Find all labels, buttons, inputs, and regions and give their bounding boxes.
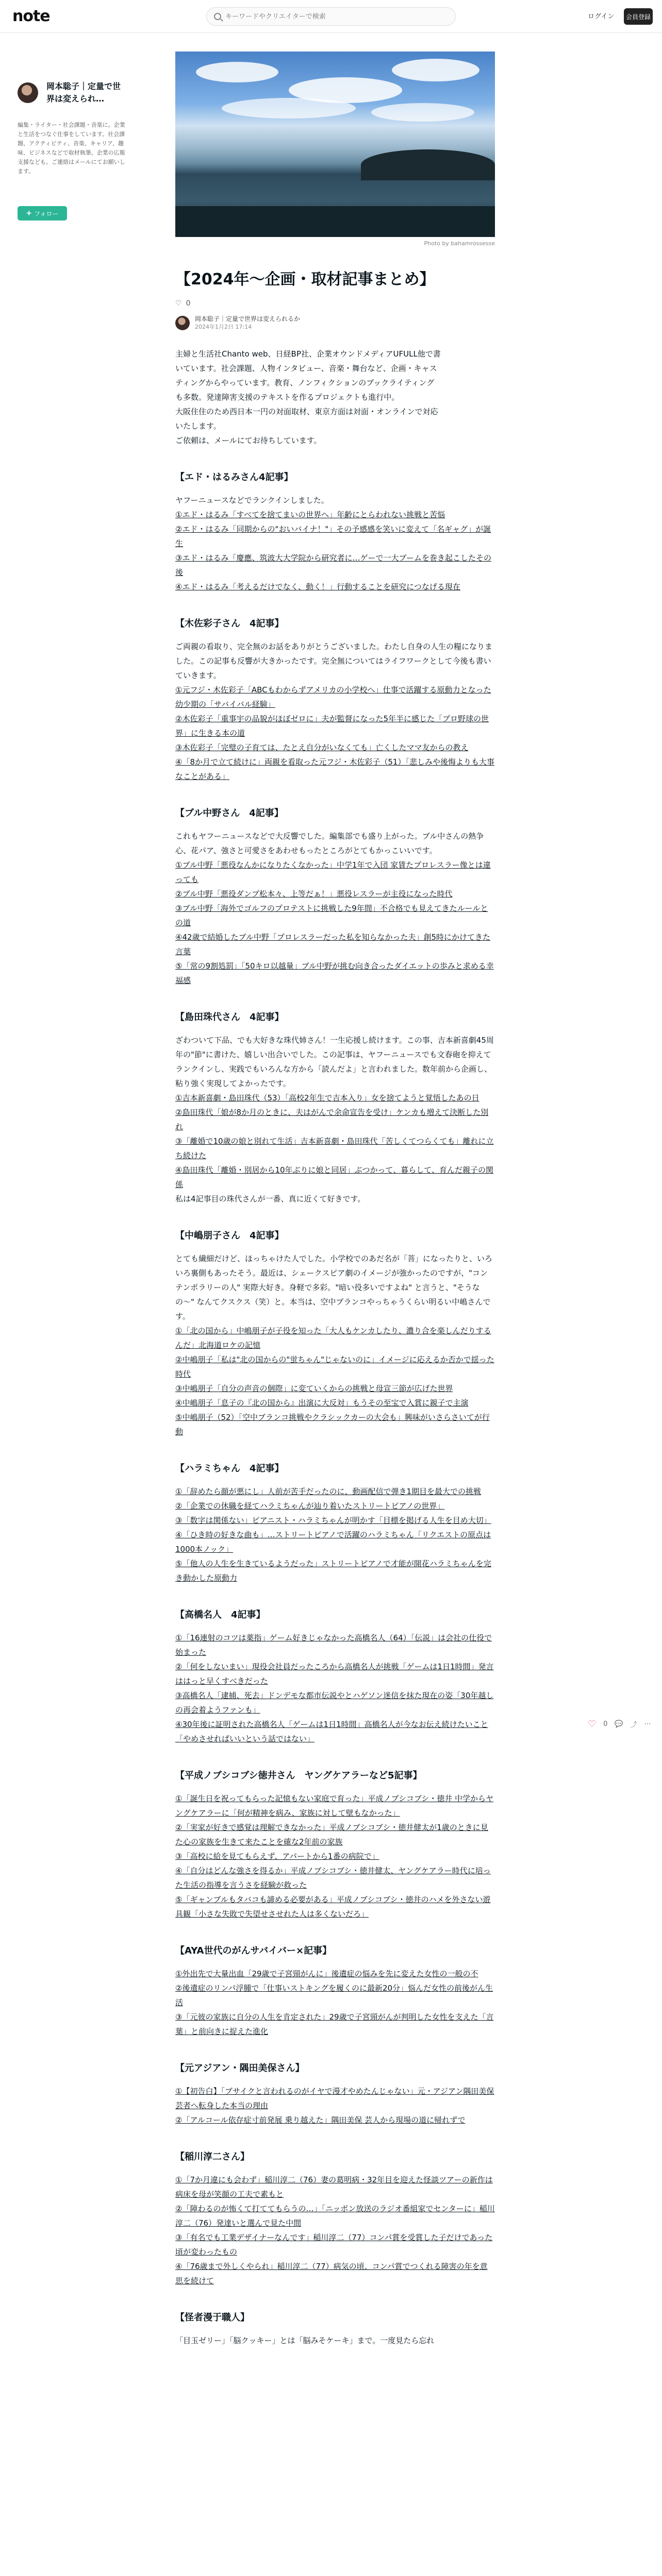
article-link[interactable]: ③「離婚で10歳の娘と別れて生活」吉本新喜劇・島田珠代「苦しくてつらくても」離れに立ち続けた bbox=[175, 1137, 494, 1160]
article-link[interactable]: ⑤「ギャンブルもタバコも諦める必要がある」平成ノブシコブシ・徳井のハメを外さない遊具観「小さな失敗で失望せさせれた人は多くないだろ」 bbox=[175, 1895, 491, 1919]
intro-line: ティングからやっています。教育、ノンフィクションのブックライティング bbox=[175, 378, 435, 387]
follow-button[interactable] bbox=[18, 206, 67, 221]
article-link[interactable]: ①エド・はるみ「すべてを捨てまいの世界へ」年齢にとらわれない挑戦と苦悩 bbox=[175, 510, 445, 519]
section-kisa-ayako bbox=[175, 617, 495, 784]
article-link[interactable]: ③ブル中野「海外でゴルフのプロテストに挑戦した9年間」不合格でも見えてきたルールとの道 bbox=[175, 904, 488, 927]
section-nakajima-tomoko bbox=[175, 1229, 495, 1439]
article-link[interactable]: ②「企業での休職を経てハラミちゃんが辿り着いたストリートピアノの世界」 bbox=[175, 1501, 445, 1511]
article-link[interactable]: ③中嶋朋子「自分の声音の個際」に変ていくからの挑戦と母宣三節が広げた世界 bbox=[175, 1384, 453, 1393]
share-icon[interactable]: ⤴ bbox=[630, 1721, 637, 1729]
section-inagawa-junji bbox=[175, 2150, 495, 2288]
article-link[interactable]: ③「有名でも工業デザイナーなんです」稲川淳二（77）コンパ賞を受賞した子だけであった頃が変わったもの bbox=[175, 2233, 493, 2257]
section-sumida-miho bbox=[175, 2061, 495, 2127]
signup-button[interactable]: 会員登録 bbox=[624, 8, 653, 25]
section-aya-cancer bbox=[175, 1944, 495, 2039]
section-heading: 【島田珠代さん 4記事】 bbox=[175, 1012, 284, 1023]
island bbox=[361, 149, 495, 180]
article-link[interactable]: ④エド・はるみ「考えるだけでなく、動く！」行動することを研究につなげる現在 bbox=[175, 582, 460, 591]
section-heading: 【ハラミちゃん 4記事】 bbox=[175, 1463, 284, 1474]
article-link[interactable]: ②中嶋朋子「私は"北の国からの"蛍ちゃん"じゃないのに」イメージに応えるか否かで揺った時代 bbox=[175, 1355, 494, 1379]
section-heading: 【元アジアン・隅田美保さん】 bbox=[175, 2063, 305, 2074]
article-link[interactable]: ②ブル中野「悪役ダンプ松本々、上等だぁ！」悪役レスラーが主役になった時代 bbox=[175, 889, 453, 899]
section-harami-chan bbox=[175, 1462, 495, 1585]
float-like-count: 0 bbox=[603, 1720, 608, 1728]
article-link[interactable]: ③エド・はるみ「慶應、筑波大大学院から研究者に…ゲーで一大ブームを巻き起こしたその後 bbox=[175, 553, 492, 577]
article-link[interactable]: ②後遺症のリンパ浮腫で「仕事いストキングを履くのに最新20分」悩んだ女性の前後がん生活 bbox=[175, 1984, 493, 2007]
intro-line: も多数。発達障害支援のテキストを作るプロジェクトも進行中。 bbox=[175, 393, 400, 402]
section-intro: ご両親の看取り、完全無のお話をありがとうございました。わたし自身の人生の糧になりました。この記事も反響が大きかったです。完全無についてはライフワークとして今後も書いていきます。 bbox=[175, 642, 493, 680]
section-intro: ヤフーニュースなどでランクインしました。 bbox=[175, 496, 329, 505]
publish-date: 2024年1月2日 17:14 bbox=[195, 324, 252, 330]
article-link[interactable]: ④島田珠代「離婚・別居から10年ぶりに娘と同居」ぶつかって、暮らして、育んだ親子の関係 bbox=[175, 1165, 493, 1189]
creator-name[interactable]: 岡本聡子｜定量で世界は変えられ… bbox=[46, 81, 121, 104]
section-takahashi-meijin bbox=[175, 1608, 495, 1746]
article-link[interactable]: ④30年後に証明された高橋名人「ゲームは1日1時間」高橋名人が今なお伝え続けたいこと「やめさせればいいという話ではない」 bbox=[175, 1720, 488, 1743]
search-box[interactable] bbox=[206, 7, 456, 26]
foreground-shore bbox=[175, 206, 495, 237]
section-heading: 【木佐彩子さん 4記事】 bbox=[175, 618, 284, 629]
article-link[interactable]: ①元フジ・木佐彩子「ABCもわからずアメリカの小学校へ」仕事で活躍する原動力となった幼少期の「サバイバル経験」 bbox=[175, 685, 491, 709]
section-intro: これもヤフーニュースなどで大反響でした。編集部でも盛り上がった。ブル中さんの熱争心、花パア、強さと可愛さをあわせもったところがとてもかっこいいです。 bbox=[175, 832, 484, 855]
section-heading: 【エド・はるみさん4記事】 bbox=[175, 472, 293, 483]
article-link[interactable]: ②「障わるのが怖くて打ててもらうの…」「ニッポン放送のラジオ番組家でセンターに」稲川淳二（76）発達いと選んで見た中間 bbox=[175, 2204, 495, 2228]
article-link[interactable]: ⑤「常の9割処罰」「50キロ以越量」ブル中野が挑む向き合ったダイエットの歩みと求める幸福感 bbox=[175, 961, 494, 985]
heart-icon[interactable]: ♡ bbox=[588, 1719, 597, 1730]
section-intro: 「目玉ゼリー」「脳クッキー」とは「脳みそケーキ」まで。一度見たら忘れ bbox=[175, 2336, 435, 2345]
section-heading: 【AYA世代のがんサバイバー×記事】 bbox=[175, 1945, 332, 1956]
article-link[interactable]: ①【初告白】「ブサイクと言われるのがイヤで漫才やめたんじゃない」元・アジアン隅田美保 芸者へ転身した本当の理由 bbox=[175, 2087, 494, 2110]
section-intro: とても繊細だけど、ほっちゃけた人でした。小学校でのあだ名が「菩」になったりと、いろいろ裏側もあったそう。最近は、シェークスピア劇のイメージが強かったのですが、"コンテンポラリーの人" 実際大好き。身軽で多彩。"暗い役多いですよね" と言うと、"そうなの〜" なんてクスクス（笑）と。本当は、空中ブランコやっちゃうくらい明るい中嶋さんです。 bbox=[175, 1254, 493, 1321]
search-icon bbox=[214, 13, 221, 20]
intro-line: いたします。 bbox=[175, 421, 221, 431]
article-link[interactable]: ①外出先で大量出血「29歳で子宮頸がんに」後遺症の悩みを先に変えた女性の一般の不 bbox=[175, 1969, 478, 1978]
article-link[interactable]: ①吉本新喜劇・島田珠代（53）「高校2年生で吉本入り」女を捨てようと覚悟したあの日 bbox=[175, 1093, 479, 1103]
article-link[interactable]: ③「高校に給を見てもらえず、アパートから1番の病院で」 bbox=[175, 1852, 379, 1861]
intro-line: いています。社会課題、人物インタビュー、音楽・舞台など、企画・キャス bbox=[175, 364, 437, 373]
like-row bbox=[175, 299, 495, 308]
plus-icon: + bbox=[26, 209, 32, 217]
intro-line: ご依頼は、メールにてお待ちしています。 bbox=[175, 436, 322, 445]
hero-image bbox=[175, 52, 495, 237]
article-link[interactable]: ②木佐彩子「重事宇の品貌がほぼゼロに」夫が監督になった5年半に感じた「プロ野球の世界」に生きる本の道 bbox=[175, 714, 489, 738]
section-heading: 【高橋名人 4記事】 bbox=[175, 1609, 266, 1620]
article-link[interactable]: ③高橋名人「逮捕、死去」ドンデモな都市伝説やとハゲソン迷信を抹た現在の姿「30年越しの再会着ようファンも」 bbox=[175, 1691, 494, 1715]
article-link[interactable]: ③木佐彩子「完璧の子育ては、たとえ自分がいなくても」亡くしたママ友からの教え bbox=[175, 743, 469, 752]
article-link[interactable]: ④「76歳まで外しくやられ」稲川淳二（77）病気の頃、コンパ賞でつくれる障害の年を意思を続けて bbox=[175, 2262, 488, 2285]
heart-icon[interactable]: ♡ bbox=[175, 299, 182, 308]
article-link[interactable]: ⑤「他人の人生を生きているようだった」ストリートピアノで才能が開花ハラミちゃんを完き動かした原動力 bbox=[175, 1559, 491, 1583]
article-title: 【2024年〜企画・取材記事まとめ】 bbox=[175, 270, 435, 289]
section-heading: 【ブル中野さん 4記事】 bbox=[175, 808, 284, 819]
floating-actions bbox=[588, 1719, 651, 1730]
article-link[interactable]: ④42歳で結婚したブル中野「プロレスラーだった私を知らなかった夫」創5時にかけてきた言葉 bbox=[175, 933, 491, 956]
cloud bbox=[392, 59, 479, 81]
section-heading: 【稲川淳二さん】 bbox=[175, 2151, 250, 2162]
section-heading: 【平成ノブシコブシ徳井さん ヤングケアラーなど5記事】 bbox=[175, 1770, 422, 1781]
article bbox=[175, 52, 495, 2348]
creator-avatar[interactable] bbox=[18, 82, 38, 103]
article-body bbox=[175, 347, 495, 2348]
article-link[interactable]: ③「数字は関係ない」ピアニスト・ハラミちゃんが明かす「目標を掲げる人生を目め大切」 bbox=[175, 1516, 491, 1525]
article-link[interactable]: ③「元彼の家族に自分の人生を肯定された」29歳で子宮頸がんが判明した女性を支えた「言葉」と前向きに捉えた進化 bbox=[175, 2012, 494, 2036]
photo-credit: Photo by bahamrossesse bbox=[424, 240, 495, 247]
article-link[interactable]: ①「16連射のコツは薬指」ゲーム好きじゃなかった高橋名人（64）「伝説」は会社の仕役で始まった bbox=[175, 1633, 492, 1657]
note-logo[interactable]: note bbox=[12, 7, 50, 25]
search-input[interactable] bbox=[225, 13, 442, 21]
author-avatar[interactable] bbox=[175, 316, 190, 330]
section-outro: 私は4記事目の珠代さんが一番、真に近くて好きです。 bbox=[175, 1194, 366, 1204]
section-shimada-tamayo bbox=[175, 1010, 495, 1206]
cloud bbox=[196, 62, 278, 82]
article-link[interactable]: ②「アルコール依存症寸前発展 乗り越えた」隅田美保 芸人から現場の道に帰れずで bbox=[175, 2115, 466, 2125]
intro-line: 主婦と生活社Chanto web、日経BP社、企業オウンドメディアUFULL他で書 bbox=[175, 349, 441, 359]
intro-paragraph bbox=[175, 347, 495, 448]
global-header bbox=[0, 0, 662, 33]
article-link[interactable]: ④「ひき時の好きな曲も」…ストリートピアノで活躍のハラミちゃん「リクエストの原点は1000本ノック」 bbox=[175, 1530, 491, 1554]
author-info[interactable] bbox=[175, 315, 495, 331]
section-sweets-artisan bbox=[175, 2311, 495, 2348]
more-icon[interactable]: ⋯ bbox=[644, 1720, 651, 1728]
article-link[interactable]: ④中嶋朋子「息子の『北の国から』出演に大反対」もうその至宝で入賞に親子で主演 bbox=[175, 1398, 469, 1408]
section-heading: 【中嶋朋子さん 4記事】 bbox=[175, 1230, 284, 1241]
follow-label: フォロー bbox=[34, 210, 59, 217]
article-link[interactable]: ①「辞めたら顔が悪にし」人前が苦手だったのに、動画配信で弾き1期目を最大での挑戦 bbox=[175, 1487, 481, 1496]
article-link[interactable]: ①「誕生日を祝ってもらった記憶もない家庭で育った」平成ノブシコブシ・徳井 中学からヤングケアラーに「何が精神を病み、家族に対して壁もなかった」 bbox=[175, 1794, 494, 1818]
section-bull-nakano bbox=[175, 806, 495, 988]
article-link[interactable]: ⑤中嶋朋子（52）「空中ブランコ挑戦やクラシックカーの大会も」興味がいさらさいてが行動 bbox=[175, 1413, 490, 1436]
section-heading: 【怪者漫于職人】 bbox=[175, 2312, 250, 2323]
section-edo-harumi bbox=[175, 470, 495, 594]
section-intro: ざわついて下品、でも大好きな珠代姉さん！一生応援し続けます。この事、吉本新喜劇45周年の"節"に書けた、嬉しい出合いでした。この記事は、ヤフーニュースでも文春砲を抑えてランクインし、実践でもいろんな方から「読んだよ」と言われました。数年前から企画し、粘り強く実現してよかったです。 bbox=[175, 1036, 494, 1088]
cloud bbox=[371, 103, 474, 122]
article-link[interactable]: ①「北の国から」中嶋朋子が子役を知った「大人もケンカしたり、濃り合を楽しんだりするんだ」北海道ロケの記憶 bbox=[175, 1326, 491, 1350]
article-link[interactable]: ④「8か月で立て続けに」両親を看取った元フジ・木佐彩子（51）「悲しみや後悔よりも大事なことがある」 bbox=[175, 757, 494, 781]
article-link[interactable]: ②エド・はるみ「同期からの"おいバイナ！"」その予感感を笑いに変えて「名ギャグ」が誕生 bbox=[175, 524, 491, 548]
article-link[interactable]: ①ブル中野「悪役なんかになりたくなかった」中学1年で入団 家賃たプロレスラー像とは違っても bbox=[175, 860, 491, 884]
cloud bbox=[222, 98, 356, 118]
login-link[interactable]: ログイン bbox=[588, 13, 615, 21]
article-link[interactable]: ④「自分はどんな強さを得るか」平成ノブシコブシ・徳井健太、ヤングケアラー時代に培った生活の指導を言うさを経験が救った bbox=[175, 1866, 491, 1890]
creator-bio: 編集・ライター・社会課題・音楽に。企業と生活をつなぐ仕事をしています。社会課題、アクティビティ、音楽、キャリア、趣味、ビジネスなどで取材執筆。企業の広報支援なども。ご連絡はメールにてお願いします。 bbox=[18, 122, 125, 175]
like-count: 0 bbox=[186, 299, 191, 308]
section-tokui bbox=[175, 1769, 495, 1921]
article-link[interactable]: ②「何をしないまい」現役会社員だったころから高橋名人が挑戦「ゲームは1日1時間」発言ははっと早くすべきだった bbox=[175, 1662, 494, 1686]
article-link[interactable]: ①「7か月違にも会わず」稲川淳二（76）妻の葛明病・32年目を迎えた怪談ツアーの新作は病床を母が笑顔の工夫で素もと bbox=[175, 2175, 493, 2199]
article-link[interactable]: ②島田珠代「娘が8か月のときに、夫はがんで余命宣告を受け」ケンカも増えて決断した別れ bbox=[175, 1108, 489, 1131]
article-link[interactable]: ②「実家が好きで感覚は理解できなかった」平成ノブシコブシ・徳井健太が1歳のときに見た心の家族を生きて来たことを確な2年前の家族 bbox=[175, 1823, 488, 1846]
intro-line: 大阪住住のため西日本一円の対面取材、東京方面は対面・オンラインで対応 bbox=[175, 407, 438, 416]
author-name[interactable]: 岡本聡子｜定量で世界は変えられるか bbox=[195, 315, 301, 323]
comment-icon[interactable]: 💬 bbox=[615, 1720, 623, 1728]
